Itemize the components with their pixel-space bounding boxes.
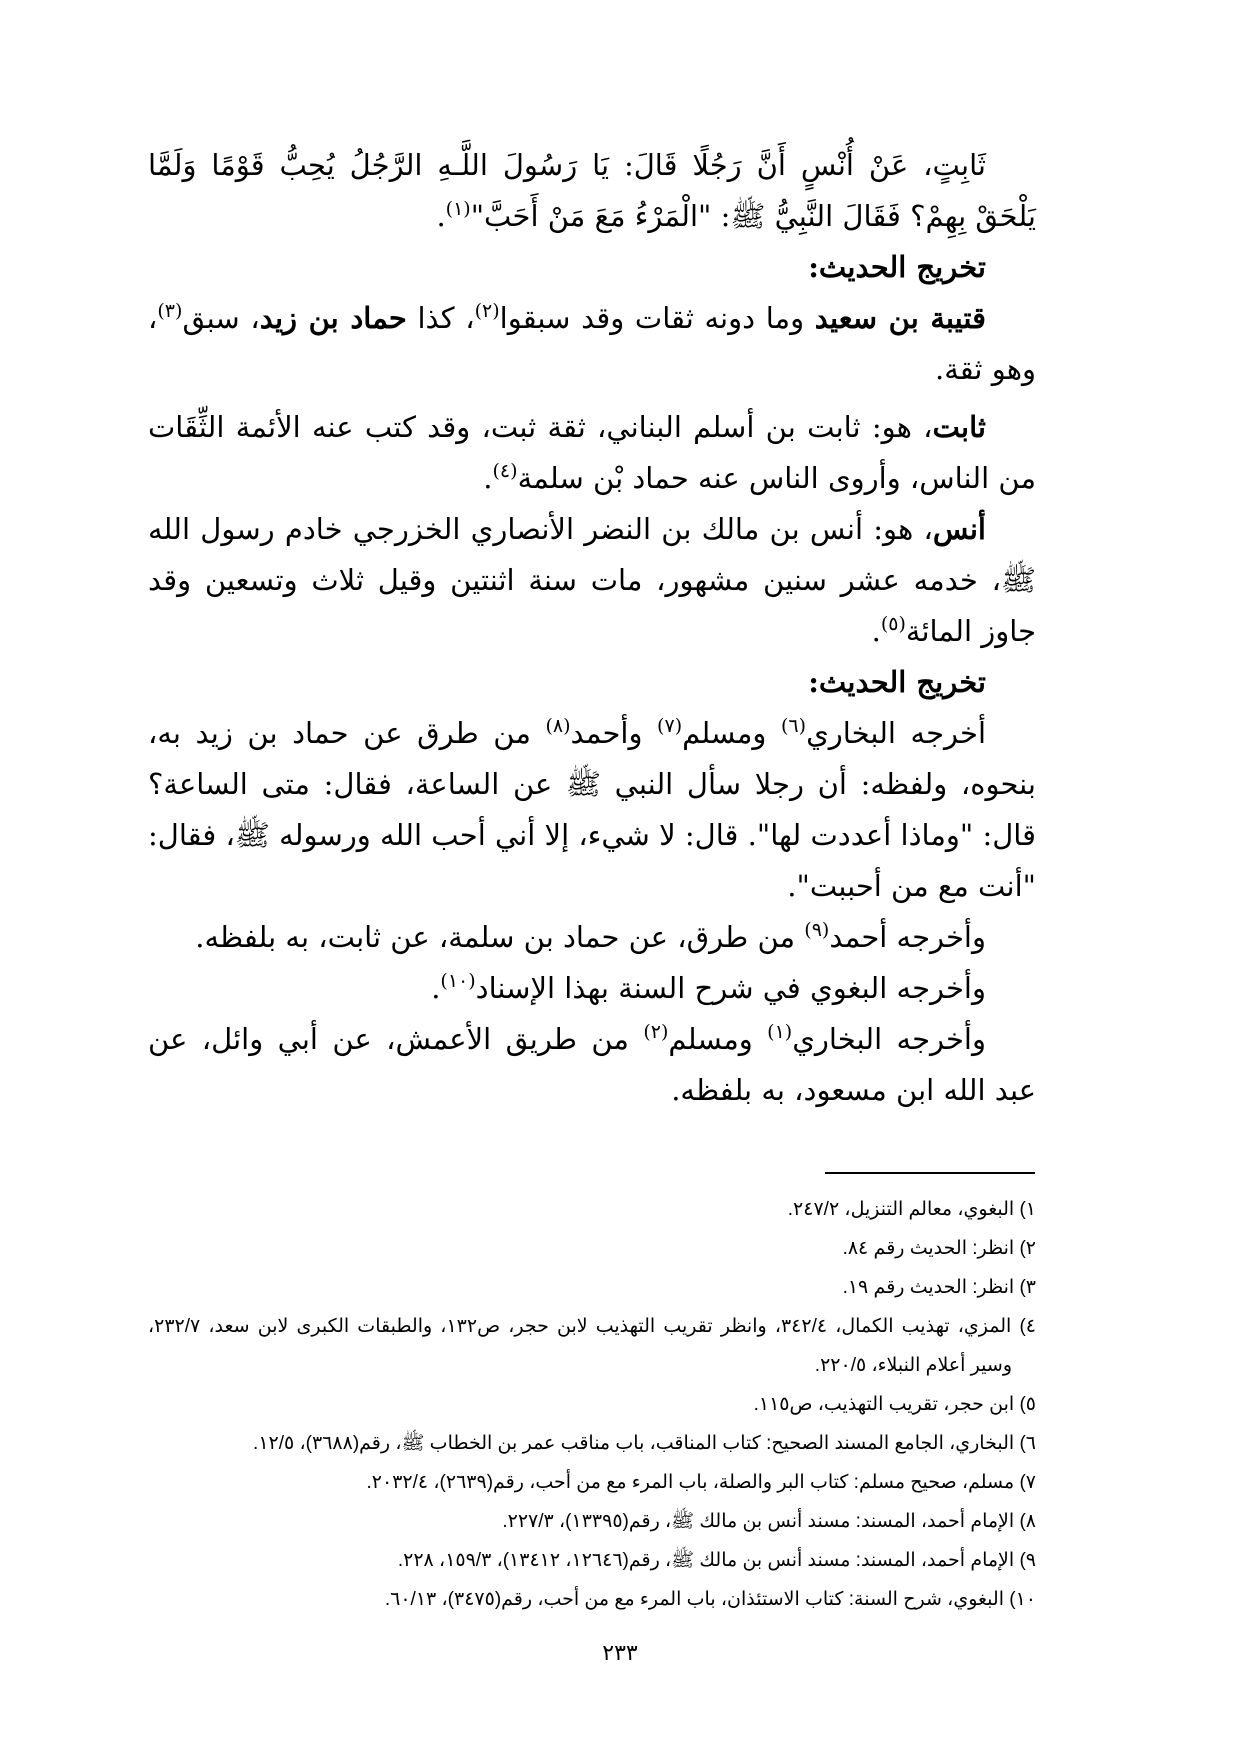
footnote-ref: (١) — [767, 1021, 793, 1043]
ahmad-paragraph: وأخرجه أحمد$^{(٩)}$ من طرق، عن حماد بن سلمة، عن ثابت، به بلفظه. — [195, 919, 986, 954]
bukhari-muslim-paragraph: وأخرجه البخاري$^{(١)}$ ومسلم$^{(٢)}$ من طريق الأعمش، عن أبي وائل، عن عبد الله ابن مسعود، به بلفظه. — [148, 1021, 1036, 1107]
footnote: ٤) المزي، تهذيب الكمال، ٣٤٢/٤، وانظر تقريب التهذيب لابن حجر، ص١٣٢، والطبقات الكبرى لابن سعد، ٢٣٢/٧، وسير أعلام النبلاء، ٢٢٠/٥. — [148, 1316, 1037, 1376]
footnote: ٧) مسلم، صحيح مسلم: كتاب البر والصلة، باب المرء مع من أحب، رقم(٢٦٣٩)، ٢٠٣٢/٤. — [366, 1472, 1036, 1493]
baghawi-paragraph: وأخرجه البغوي في شرح السنة بهذا الإسناد$^{(١٠)}$. — [431, 970, 986, 1005]
footnote-ref: (٢) — [474, 300, 500, 322]
main-text — [148, 140, 1036, 1116]
footnote: ٦) البخاري، الجامع المسند الصحيح: كتاب المناقب، باب مناقب عمر بن الخطاب ﷺ، رقم(٣٦٨٨)، ١٢/٥. — [253, 1433, 1036, 1454]
footnote-ref: (٣) — [157, 300, 183, 322]
footnote-ref: (١٠) — [440, 970, 476, 992]
footnote-separator — [825, 1172, 1035, 1174]
footnote: ٨) الإمام أحمد، المسند: مسند أنس بن مالك ﷺ، رقم(١٣٣٩٥)، ٢٢٧/٣. — [502, 1511, 1036, 1532]
narrator-qutayba: قتيبة بن سعيد وما دونه ثقات وقد سبقوا$^{(٢)}$، كذا حماد بن زيد، سبق$^{(٣)}$، وهو ثقة. — [148, 300, 1036, 386]
footnote: ٣) انظر: الحديث رقم ١٩. — [842, 1277, 1036, 1298]
footnote-ref: (٤) — [492, 460, 518, 482]
footnote-ref: (٨) — [545, 715, 571, 737]
narrator-thabit: ثابت، هو: ثابت بن أسلم البناني، ثقة ثبت، وقد كتب عنه الأئمة الثِّقَات من الناس، وأروى الناس عنه حماد بْن سلمة$^{(٤)}$. — [148, 410, 1036, 495]
section-heading: تخريج الحديث: — [808, 250, 986, 284]
footnote-ref: (٧) — [657, 715, 683, 737]
footnote: ٩) الإمام أحمد، المسند: مسند أنس بن مالك ﷺ، رقم(١٢٦٤٦، ١٣٤١٢)، ١٥٩/٣، ٢٢٨. — [397, 1550, 1036, 1571]
footnotes — [148, 1190, 1036, 1619]
footnote-ref: (٢) — [643, 1021, 669, 1043]
hadith-text: ثَابِتٍ، عَنْ أُنْسٍ أَنَّ رَجُلًا قَالَ: يَا رَسُولَ اللَّـهِ الرَّجُلُ يُحِبُّ قَوْمًا وَلَمَّا يَلْحَقْ بِهِمْ؟ فَقَالَ النَّبِيُّ ﷺ: "الْمَرْءُ مَعَ مَنْ أَحَبَّ"$^{(١)}$. — [148, 148, 1036, 233]
footnote-ref: (١) — [445, 198, 471, 220]
footnote: ١) البغوي، معالم التنزيل، ٢٤٧/٢. — [787, 1199, 1036, 1220]
footnote: ٢) انظر: الحديث رقم ٨٤. — [842, 1238, 1036, 1259]
footnote-ref: (٦) — [781, 715, 807, 737]
footnote-ref: (٥) — [880, 613, 906, 635]
footnote-ref: (٩) — [804, 919, 830, 941]
takhrij-paragraph: أخرجه البخاري$^{(٦)}$ ومسلم$^{(٧)}$ وأحمد$^{(٨)}$ من طرق عن حماد بن زيد به، بنحوه، ولفظه: أن رجلا سأل النبي ﷺ عن الساعة، فقال: متى الساعة؟ قال: "وماذا أعددت لها". قال: لا شيء، إلا أني أحب الله ورسوله ﷺ، فقال: "أنت مع من أحببت". — [148, 715, 1037, 903]
footnote: ١٠) البغوي، شرح السنة: كتاب الاستئذان، باب المرء مع من أحب، رقم(٣٤٧٥)، ٦٠/١٣. — [384, 1589, 1036, 1610]
footnote: ٥) ابن حجر، تقريب التهذيب، ص١١٥. — [753, 1394, 1036, 1415]
page-number: ٢٣٣ — [602, 1640, 638, 1665]
narrator-anas: أنس، هو: أنس بن مالك بن النضر الأنصاري الخزرجي خادم رسول الله ﷺ، خدمه عشر سنين مشهور، مات سنة اثنتين وقيل ثلاث وتسعين وقد جاوز المائة$^{(٥)}$. — [148, 512, 1036, 648]
section-heading: تخريج الحديث: — [808, 665, 986, 699]
